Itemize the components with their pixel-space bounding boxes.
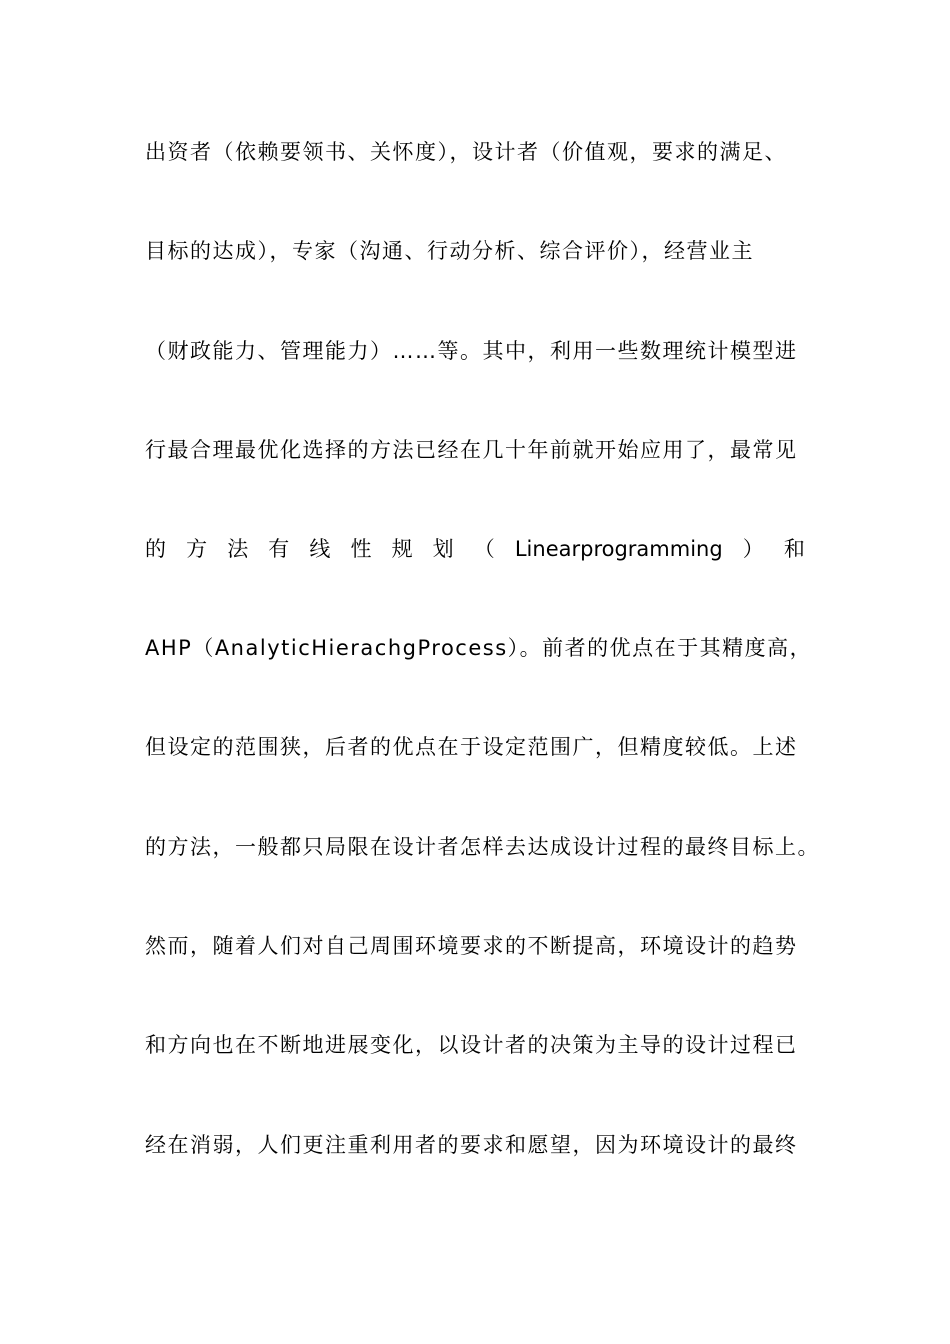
- paragraph-line-6: AHP（AnalyticHierachgProcess）。前者的优点在于其精度高，: [145, 636, 813, 660]
- justified-token: ）: [742, 537, 764, 561]
- justified-token: 线: [309, 537, 331, 561]
- paragraph-line-7: 但设定的范围狭，后者的优点在于设定范围广，但精度较低。上述: [145, 735, 798, 759]
- justified-token: 的: [145, 537, 166, 561]
- justified-token: Linearprogramming: [514, 537, 723, 561]
- paragraph-line-1: 出资者（依赖要领书、关怀度），设计者（价值观，要求的满足、: [145, 140, 787, 164]
- justified-token: 有: [268, 537, 290, 561]
- justified-token: 规: [391, 537, 413, 561]
- justified-token: 和: [783, 537, 805, 561]
- paragraph-line-8: 的方法，一般都只局限在设计者怎样去达成设计过程的最终目标上。: [145, 835, 820, 859]
- justified-token: 性: [350, 537, 372, 561]
- paragraph-line-3: （财政能力、管理能力）……等。其中，利用一些数理统计模型进: [145, 339, 798, 363]
- paragraph-line-5: [145, 535, 805, 563]
- paragraph-line-9: 然而，随着人们对自己周围环境要求的不断提高，环境设计的趋势: [145, 934, 798, 958]
- paragraph-line-2: 目标的达成），专家（沟通、行动分析、综合评价），经营业主: [145, 239, 754, 263]
- justified-token: 法: [227, 537, 249, 561]
- justified-token: 划: [432, 537, 454, 561]
- paragraph-line-11: 经在消弱，人们更注重利用者的要求和愿望，因为环境设计的最终: [145, 1133, 798, 1157]
- paragraph-line-10: 和方向也在不断地进展变化，以设计者的决策为主导的设计过程已: [145, 1033, 798, 1057]
- paragraph-line-4: 行最合理最优化选择的方法已经在几十年前就开始应用了，最常见: [145, 438, 798, 462]
- justified-token: （: [473, 537, 495, 561]
- justified-token: 方: [186, 537, 208, 561]
